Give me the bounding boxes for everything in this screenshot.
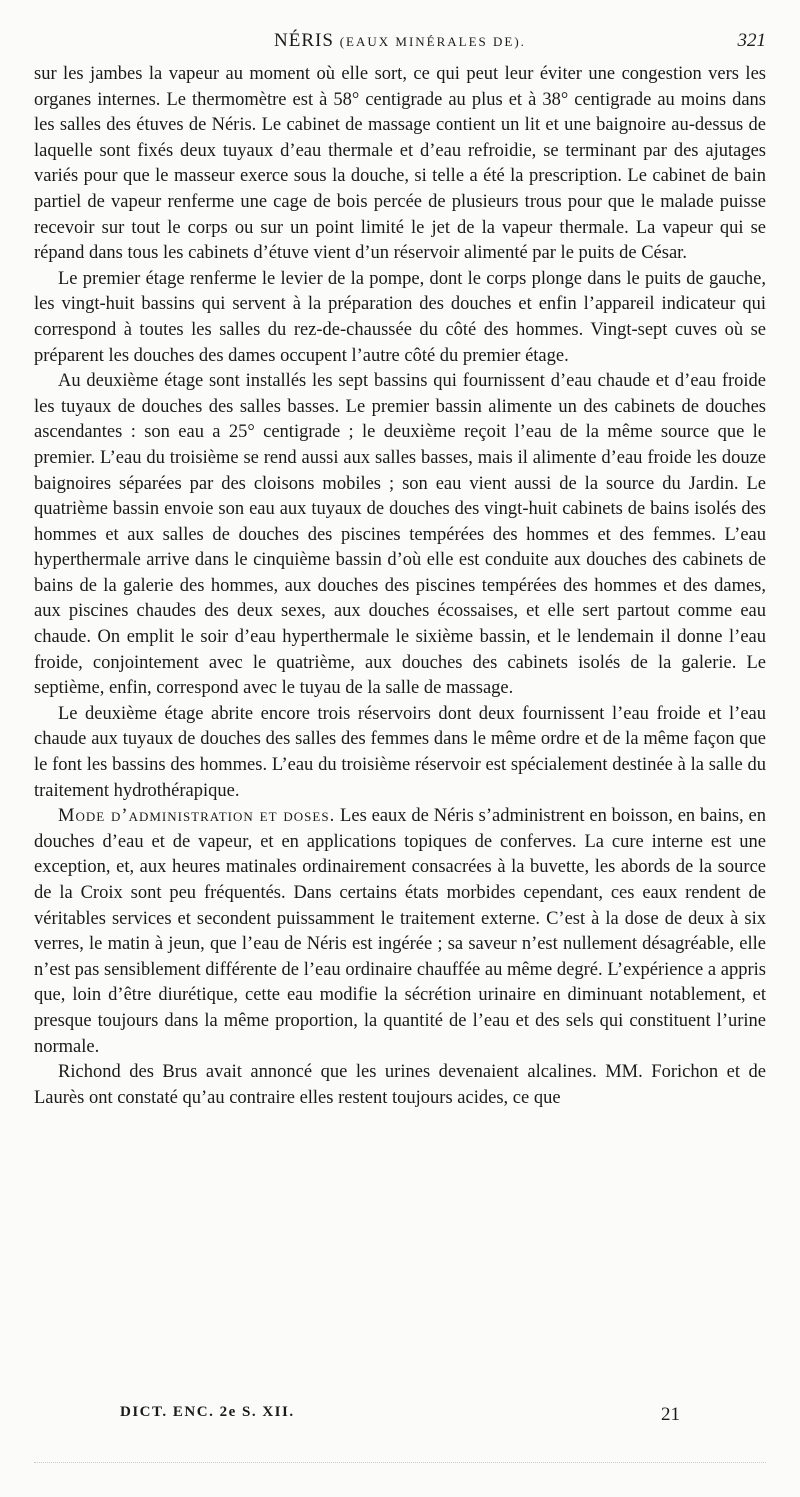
page-number: 321: [737, 30, 766, 51]
paragraph-text: Le premier étage renferme le levier de la pompe, dont le corps plonge dans le puits de gauche, les vingt-huit bassins qui servent à la préparation des douches et enfin l’appareil indicateur qui correspond à toutes les salles du rez-de-chaussée du côté des hommes. Vingt-sept cuves où se préparent les douches des dames occupent l’autre côté du premier étage.: [34, 268, 766, 366]
paragraph: [34, 804, 766, 1060]
paragraph: [34, 267, 766, 369]
text-body: [34, 62, 766, 1111]
signature-mark: DICT. ENC. 2e S. XII.: [120, 1404, 295, 1420]
paragraph-text: sur les jambes la vapeur au moment où elle sort, ce qui peut leur éviter une congestion vers les organes internes. Le thermomètre est à 58° centigrade au plus et à 38° centigrade au moins dans les salles des étuves de Néris. Le cabinet de massage contient un lit et une baignoire au-dessus de laquelle sont fixés deux tuyaux d’eau thermale et d’eau refroidie, se terminant par des ajutages variés pour que le masseur exerce sous la douche, si telle a été la prescription. Le cabinet de bain partiel de vapeur renferme une cage de bois percée de plusieurs trous pour que le malade puisse recevoir sur tout le corps ou sur un point limité le jet de la vapeur thermale. La vapeur qui se répand dans tous les cabinets d’étuve vient d’un réservoir alimenté par le puits de César.: [34, 64, 766, 264]
running-title: [34, 30, 766, 52]
paragraph-text: Au deuxième étage sont installés les sept bassins qui fournissent d’eau chaude et d’eau froide les tuyaux de douches des salles basses. Le premier bassin alimente un des cabinets de douches ascendantes : son eau a 25° centigrade ; le deuxième reçoit l’eau de la même source que le premier. L’eau du troisième se rend aussi aux salles basses, mais il alimente d’eau froide les douze baignoires séparées par des cloisons mobiles ; son eau vient aussi de la source du Jardin. Le quatrième bassin envoie son eau aux tuyaux de douches des vingt-huit cabinets de bains isolés des hommes et aux salles de douches des piscines tempérées des hommes et des femmes. L’eau hyperthermale arrive dans le cinquième bassin d’où elle est conduite aux douches des cabinets de bains de la galerie des hommes, aux douches des piscines tempérées des hommes et des dames, aux piscines chaudes des deux sexes, aux douches écossaises, et elle sert partout comme eau chaude. On emplit le soir d’eau hyperthermale le sixième bassin, et le lendemain il donne l’eau froide, conjointement avec le quatrième, aux douches des cabinets isolés de la galerie. Le septième, enfin, correspond avec le tuyau de la salle de massage.: [34, 371, 766, 699]
paragraph-text: Le deuxième étage abrite encore trois réservoirs dont deux fournissent l’eau froide et l’eau chaude aux tuyaux de douches des salles des femmes dans le même ordre et de la même façon que le font les bassins des hommes. L’eau du troisième réservoir est spécialement destinée à la salle du traitement hydrothérapique.: [34, 703, 766, 801]
paragraph-text: Richond des Brus avait annoncé que les urines devenaient alcalines. MM. Forichon et de Laurès ont constaté qu’au contraire elles restent toujours acides, ce que: [34, 1062, 766, 1108]
scan-artifact-line: [34, 1462, 766, 1465]
section-lead-heading: Mode d’administration et doses.: [58, 806, 336, 827]
signature-footer: [120, 1404, 680, 1428]
paragraph: [34, 62, 766, 267]
running-head: [34, 30, 766, 54]
running-title-main: NÉRIS: [274, 30, 334, 51]
paragraph: [34, 1060, 766, 1111]
paragraph-text: Les eaux de Néris s’administrent en boisson, en bains, en douches d’eau et de vapeur, et en applications topiques de conferves. La cure interne est une exception, et, aux heures matinales ordinairement consacrées à la buvette, les abords de la source de la Croix sont peu fréquentés. Dans certains états morbides cependant, ces eaux rendent de véritables services et secondent puissamment le traitement externe. C’est à la dose de deux à six verres, le matin à jeun, que l’eau de Néris est ingérée ; sa saveur n’est nullement désagréable, elle n’est pas sensiblement différente de l’eau ordinaire chauffée au même degré. L’expérience a appris que, loin d’être diurétique, cette eau modifie la sécrétion urinaire en diminuant notablement, et presque toujours dans la même proportion, la quantité de l’eau et des sels qui constituent l’urine normale.: [34, 806, 767, 1057]
signature-number: 21: [661, 1404, 680, 1425]
running-title-sub: (EAUX MINÉRALES DE).: [339, 34, 526, 49]
paragraph: [34, 369, 766, 702]
paragraph: [34, 702, 766, 804]
